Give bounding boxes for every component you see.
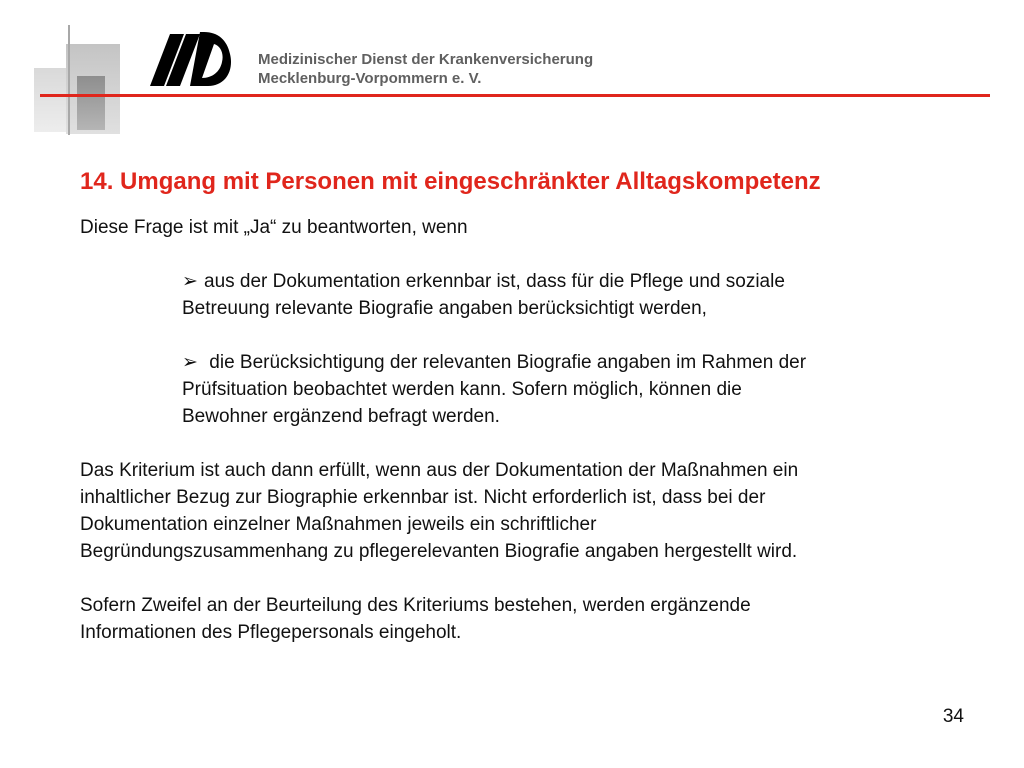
paragraph-criterion	[80, 457, 980, 565]
bullet-2-line-1: die Berücksichtigung der relevanten Biografie angaben im Rahmen der	[204, 352, 807, 373]
header-red-rule	[40, 94, 990, 97]
para1-line-4: Begründungszusammenhang zu pflegerelevanten Biografie angaben hergestellt wird.	[80, 541, 798, 562]
slide-content	[80, 214, 980, 646]
org-line-2: Mecklenburg-Vorpommern e. V.	[258, 70, 482, 87]
bullet-1-line-1: aus der Dokumentation erkennbar ist, dass für die Pflege und soziale	[204, 271, 785, 292]
org-line-1: Medizinischer Dienst der Krankenversicherung	[258, 51, 594, 68]
para1-line-2: inhaltlicher Bezug zur Biographie erkennbar ist. Nicht erforderlich ist, dass bei der	[80, 487, 766, 508]
para2-line-1: Sofern Zweifel an der Beurteilung des Kriteriums bestehen, werden ergänzende	[80, 595, 751, 616]
slide-title: 14. Umgang mit Personen mit eingeschränkter Alltagskompetenz	[80, 168, 821, 195]
bullet-2-line-3: Bewohner ergänzend befragt werden.	[182, 406, 500, 427]
intro-text: Diese Frage ist mit „Ja“ zu beantworten, wenn	[80, 217, 468, 238]
para1-line-3: Dokumentation einzelner Maßnahmen jeweils ein schriftlicher	[80, 514, 597, 535]
paragraph-doubts	[80, 592, 980, 646]
para2-line-2: Informationen des Pflegepersonals eingeholt.	[80, 622, 462, 643]
arrow-bullet-icon: ➢	[182, 271, 198, 292]
mdk-logo-icon	[150, 30, 232, 88]
page-number: 34	[942, 706, 964, 727]
decor-square-light	[34, 68, 68, 132]
para1-line-1: Das Kriterium ist auch dann erfüllt, wenn aus der Dokumentation der Maßnahmen ein	[80, 460, 799, 481]
bullet-item-1	[182, 268, 980, 322]
bullet-item-2	[182, 349, 980, 430]
arrow-bullet-icon: ➢	[182, 352, 198, 373]
decor-square-dark	[77, 76, 105, 130]
bullet-2-line-2: Prüfsituation beobachtet werden kann. Sofern möglich, können die	[182, 379, 742, 400]
bullet-1-line-2: Betreuung relevante Biografie angaben berücksichtigt werden,	[182, 298, 707, 319]
decor-vertical-line	[68, 25, 70, 135]
organization-name	[258, 50, 593, 88]
